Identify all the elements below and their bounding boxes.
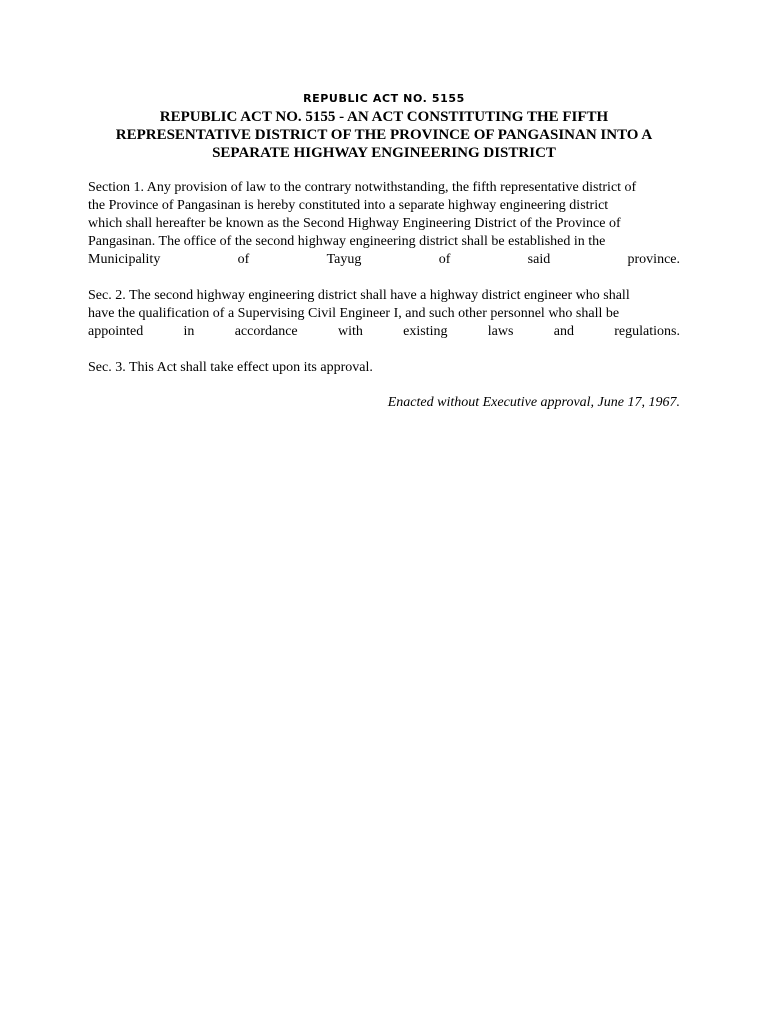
- section-1-word: Tayug: [326, 252, 362, 267]
- act-title: [88, 108, 680, 162]
- section-2-line: have the qualification of a Supervising Civil Engineer I, and such other personnel who shall be: [88, 306, 620, 321]
- act-title-line: REPRESENTATIVE DISTRICT OF THE PROVINCE OF PANGASINAN INTO A: [115, 127, 653, 143]
- section-1-word: said: [527, 252, 551, 267]
- section-1-line: the Province of Pangasinan is hereby constituted into a separate highway engineering district: [88, 198, 609, 213]
- section-2: [88, 287, 680, 341]
- section-2-word: laws: [487, 324, 514, 339]
- section-1-word: of: [438, 252, 451, 267]
- section-2-word: with: [337, 324, 363, 339]
- section-2-word: accordance: [234, 324, 298, 339]
- section-2-word: and: [553, 324, 574, 339]
- section-2-line: Sec. 2. The second highway engineering district shall have a highway district engineer who shall: [88, 288, 630, 303]
- section-2-word: appointed: [88, 324, 144, 339]
- section-1-last-line: [88, 251, 680, 269]
- section-2-word: regulations.: [614, 324, 680, 339]
- section-1-line: Section 1. Any provision of law to the contrary notwithstanding, the fifth representative district of: [88, 180, 637, 195]
- section-2-word: existing: [403, 324, 448, 339]
- act-title-line: SEPARATE HIGHWAY ENGINEERING DISTRICT: [212, 145, 556, 161]
- section-1-word: Municipality: [88, 252, 161, 267]
- section-3-line: Sec. 3. This Act shall take effect upon its approval.: [88, 360, 373, 375]
- section-1-word: province.: [627, 252, 680, 267]
- section-2-word: in: [183, 324, 195, 339]
- act-number-heading: REPUBLIC ACT NO. 5155: [303, 92, 465, 105]
- act-body: [88, 179, 680, 395]
- section-1-word: of: [237, 252, 250, 267]
- enactment-note: Enacted without Executive approval, June 17, 1967.: [387, 395, 680, 410]
- section-2-last-line: [88, 323, 680, 341]
- section-1-line: which shall hereafter be known as the Second Highway Engineering District of the Province of: [88, 216, 621, 231]
- act-title-line: REPUBLIC ACT NO. 5155 - AN ACT CONSTITUTING THE FIFTH: [159, 109, 609, 125]
- section-3: [88, 359, 680, 377]
- section-1: [88, 179, 680, 269]
- section-1-line: Pangasinan. The office of the second highway engineering district shall be established in the: [88, 234, 606, 249]
